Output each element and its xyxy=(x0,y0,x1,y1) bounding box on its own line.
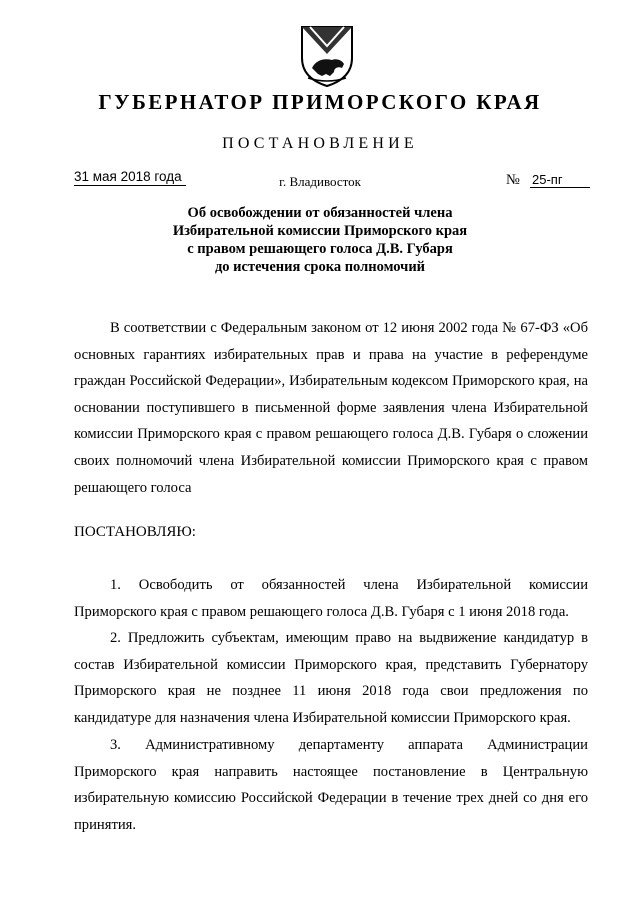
coat-of-arms-icon xyxy=(298,24,356,88)
decree-heading: ПОСТАНОВЛЯЮ: xyxy=(74,524,196,540)
decree-item-1: 1. Освободить от обязанностей члена Избирательной комиссии Приморского края с правом решающего голоса Д.В. Губаря с 1 июня 2018 года. xyxy=(74,577,588,620)
title-line: до истечения срока полномочий xyxy=(214,259,426,275)
issuer-title: ГУБЕРНАТОР ПРИМОРСКОГО КРАЯ xyxy=(98,90,542,114)
document-number: 25-пг xyxy=(530,172,590,188)
document-title xyxy=(120,204,520,276)
document-type: ПОСТАНОВЛЕНИЕ xyxy=(222,135,418,152)
decree-item-2: 2. Предложить субъектам, имеющим право на выдвижение кандидатур в состав Избирательной комиссии Приморского края, представить Губернатору Приморского края не позднее 11 июня 2018 года свои предложения по кандидатуре для назначения члена Избирательной комиссии Приморского края. xyxy=(74,630,588,726)
preamble-paragraph: В соответствии с Федеральным законом от 12 июня 2002 года № 67-ФЗ «Об основных гарантиях избирательных прав и права на участие в референдуме граждан Российской Федерации», Избирательным кодексом Приморского края, на основании поступившего в письменной форме заявления члена Избирательной комиссии Приморского края с правом решающего голоса Д.В. Губаря о сложении своих полномочий члена Избирательной комиссии Приморского края с правом решающего голоса xyxy=(74,320,588,496)
document-date: 31 мая 2018 года xyxy=(74,169,186,186)
document-city: г. Владивосток xyxy=(279,174,361,189)
title-line: с правом решающего голоса Д.В. Губаря xyxy=(187,241,453,257)
decree-item-3: 3. Административному департаменту аппарата Администрации Приморского края направить настоящее постановление в Центральную избирательную комиссию Российской Федерации в течение трех дней со дня его принятия. xyxy=(74,737,588,833)
title-line: Об освобождении от обязанностей члена xyxy=(187,205,453,221)
number-sign: № xyxy=(506,172,520,188)
title-line: Избирательной комиссии Приморского края xyxy=(172,223,468,239)
